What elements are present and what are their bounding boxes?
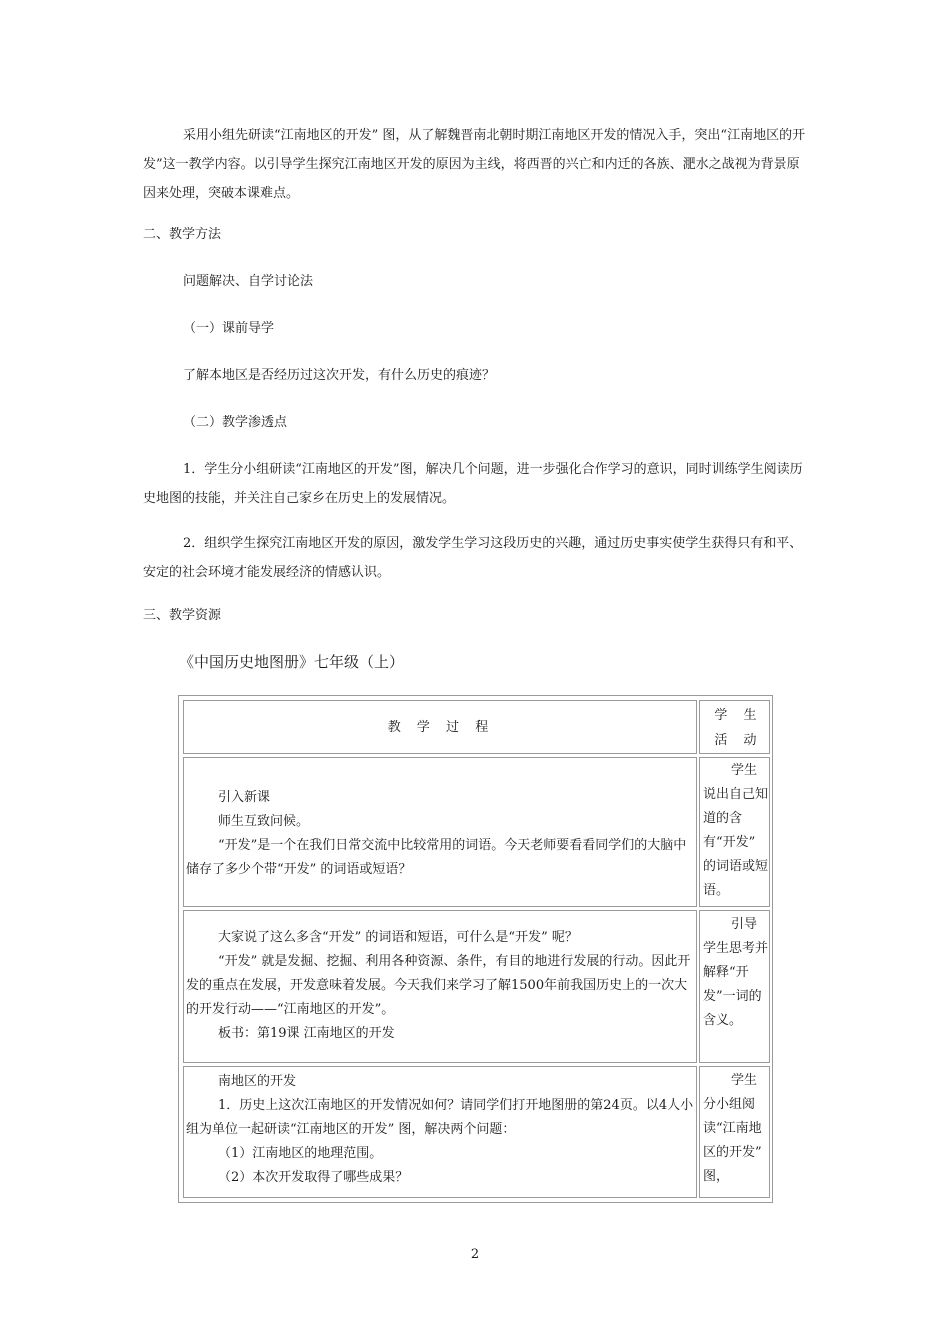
methods-text: 问题解决、自学讨论法 xyxy=(183,274,314,289)
table-row-1-activity: 学生说出自己知道的含有“开发” 的词语或短语。 xyxy=(699,757,770,907)
table-header-activity: 学 生 活 动 xyxy=(699,700,770,754)
infiltration-point-1: 1．学生分小组研读“江南地区的开发”图，解决几个问题，进一步强化合作学习的意识，同时训练学生阅读历史地图的技能，并关注自己家乡在历史上的发展情况。 xyxy=(143,462,803,506)
table-row-1-process: 引入新课 师生互致问候。 “开发”是一个在我们日常交流中比较常用的词语。今天老师要看看同学们的大脑中储存了多少个带“开发” 的词语或短语？ xyxy=(183,757,697,907)
table-row-3-activity: 学生分小组阅读“江南地区的开发” 图， xyxy=(699,1066,770,1198)
page-number: 2 xyxy=(470,1247,480,1262)
subheading-infiltration: （二）教学渗透点 xyxy=(183,415,288,430)
table-row-2-activity: 引导学生思考并解释“开发”一词的含义。 xyxy=(699,910,770,1063)
subheading-preview: （一）课前导学 xyxy=(183,321,275,336)
infiltration-point-2: 2．组织学生探究江南地区开发的原因，激发学生学习这段历史的兴趣，通过历史事实使学生获得只有和平、安定的社会环境才能发展经济的情感认识。 xyxy=(143,536,803,580)
table-header-process: 教 学 过 程 xyxy=(183,700,697,754)
section-heading-resources: 三、教学资源 xyxy=(143,608,222,623)
resource-title: 《中国历史地图册》七年级（上） xyxy=(179,653,405,671)
intro-paragraph: 采用小组先研读“江南地区的开发” 图，从了解魏晋南北朝时期江南地区开发的情况入手，突出“江南地区的开发”这一教学内容。以引导学生探究江南地区开发的原因为主线，将西晋的兴亡和内迁的各族、淝水之战视为背景原因来处理，突破本课难点。 xyxy=(143,128,806,201)
section-heading-methods: 二、教学方法 xyxy=(143,227,222,242)
table-row-2-process: 大家说了这么多含“开发” 的词语和短语，可什么是“开发” 呢？ “开发” 就是发掘、挖掘、利用各种资源、条件，有目的地进行发展的行动。因此开发的重点在发展，开发意味着发展。今天我们来学习了解1500年前我国历史上的一次大的开发行动——“江南地区的开发”。 板书：第19课 江南地区的开发 xyxy=(183,910,697,1063)
table-row-3-process: 南地区的开发 1．历史上这次江南地区的开发情况如何？请同学们打开地图册的第24页。以4人小组为单位一起研读“江南地区的开发” 图，解决两个问题： （1）江南地区的地理范围。 （2）本次开发取得了哪些成果？ xyxy=(183,1066,697,1198)
lesson-table xyxy=(178,695,773,1203)
preview-text: 了解本地区是否经历过这次开发，有什么历史的痕迹？ xyxy=(183,368,496,383)
